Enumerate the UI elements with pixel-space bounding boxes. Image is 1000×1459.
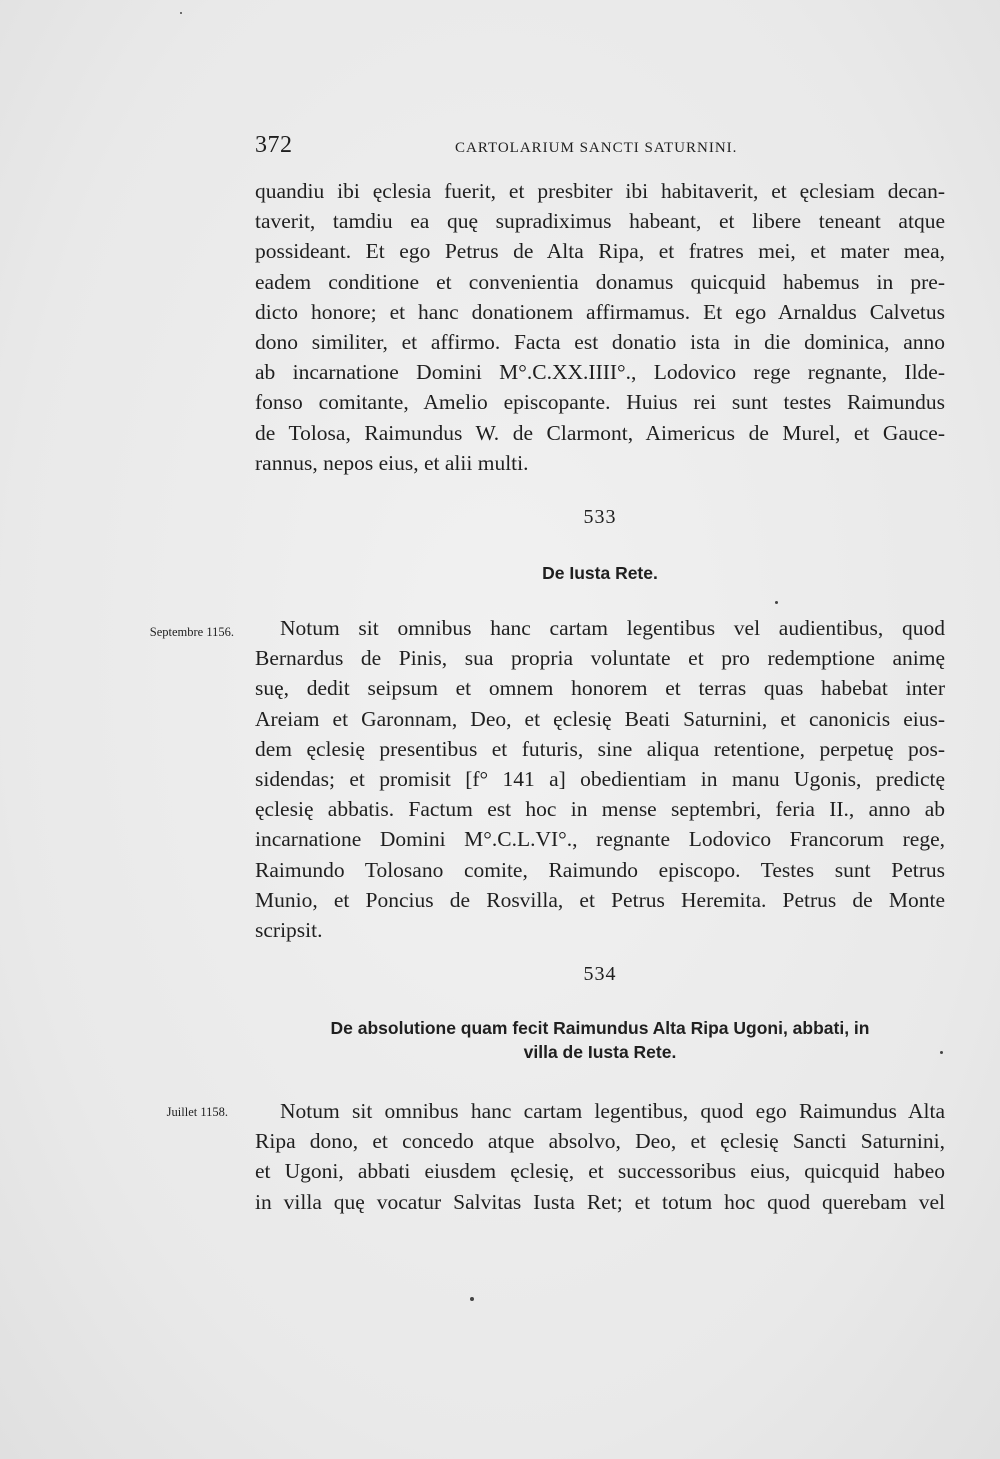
charter-title-534-line-1: De absolutione quam fecit Raimundus Alta Ripa Ugoni, abbati, in (330, 1018, 870, 1038)
text-line: sidendas; et promisit [f° 141 a] obedientiam in manu Ugonis, predictę (255, 767, 945, 792)
text-line: Bernardus de Pinis, sua propria voluntate et pro redemptione animę (255, 646, 945, 671)
text-line: dicto honore; et hanc donationem affirmamus. Et ego Arnaldus Calvetus (255, 299, 945, 324)
text-line: ęclesię abbatis. Factum est hoc in mense septembri, feria II., anno ab (255, 797, 945, 822)
text-line: dono similiter, et affirmo. Facta est donatio ista in die dominica, anno (255, 330, 945, 355)
text-line: et Ugoni, abbati eiusdem ęclesię, et successoribus eius, quicquid habeo (255, 1159, 945, 1184)
text-line: suę, dedit seipsum et omnem honorem et terras quas habebat inter (255, 676, 945, 701)
margin-date-534: Juillet 1158. (166, 1105, 228, 1119)
scan-speck (180, 12, 182, 14)
text-line: possideant. Et ego Petrus de Alta Ripa, et fratres mei, et mater mea, (255, 239, 945, 264)
text-line: incarnatione Domini M°.C.L.VI°., regnante Lodovico Francorum rege, (255, 827, 945, 852)
scan-speck (940, 1051, 943, 1054)
text-line: quandiu ibi ęclesia fuerit, et presbiter ibi habitaverit, et ęclesiam decan- (255, 179, 945, 203)
scan-speck (470, 1297, 474, 1301)
text-line: Munio, et Poncius de Rosvilla, et Petrus Heremita. Petrus de Monte (255, 887, 945, 912)
text-line: Notum sit omnibus hanc cartam legentibus, quod ego Raimundus Alta (280, 1099, 945, 1123)
text-line: fonso comitante, Amelio episcopante. Huius rei sunt testes Raimundus (255, 390, 945, 415)
running-head (255, 132, 945, 162)
charter-title-534 (255, 1016, 945, 1064)
text-line: eadem conditione et convenientia donamus quicquid habemus in pre- (255, 269, 945, 294)
charter-number-534: 534 (583, 963, 617, 985)
text-line: Ripa dono, et concedo atque absolvo, Deo, et ęclesię Sancti Saturnini, (255, 1129, 945, 1154)
charter-534-paragraph (255, 1096, 945, 1217)
continuation-paragraph (255, 176, 945, 478)
margin-date-533: Septembre 1156. (149, 625, 234, 639)
text-line: de Tolosa, Raimundus W. de Clarmont, Aimericus de Murel, et Gauce- (255, 420, 945, 445)
page-number: 372 (255, 132, 293, 158)
text-line: rannus, nepos eius, et alii multi. (255, 450, 529, 475)
text-line: scripsit. (255, 918, 323, 943)
scan-speck (775, 601, 778, 604)
text-line: Areiam et Garonnam, Deo, et ęclesię Beati Saturnini, et canonicis eius- (255, 706, 945, 731)
charter-title-534-line-2: villa de Iusta Rete. (523, 1042, 677, 1062)
text-line: Notum sit omnibus hanc cartam legentibus vel audientibus, quod (280, 616, 945, 640)
charter-533-paragraph (255, 613, 945, 945)
charter-number-533: 533 (583, 506, 617, 528)
text-line: in villa quę vocatur Salvitas Iusta Ret; et totum hoc quod querebam vel (255, 1189, 945, 1214)
charter-title-533: De Iusta Rete. (542, 563, 658, 583)
text-line: dem ęclesię presentibus et futuris, sine aliqua retentione, perpetuę pos- (255, 736, 945, 761)
text-line: taverit, tamdiu ea quę supradiximus habeant, et libere teneant atque (255, 209, 945, 234)
text-line: Raimundo Tolosano comite, Raimundo episcopo. Testes sunt Petrus (255, 857, 945, 882)
text-line: ab incarnatione Domini M°.C.XX.IIII°., Lodovico rege regnante, Ilde- (255, 360, 945, 385)
running-title: CARTOLARIUM SANCTI SATURNINI. (455, 140, 738, 156)
